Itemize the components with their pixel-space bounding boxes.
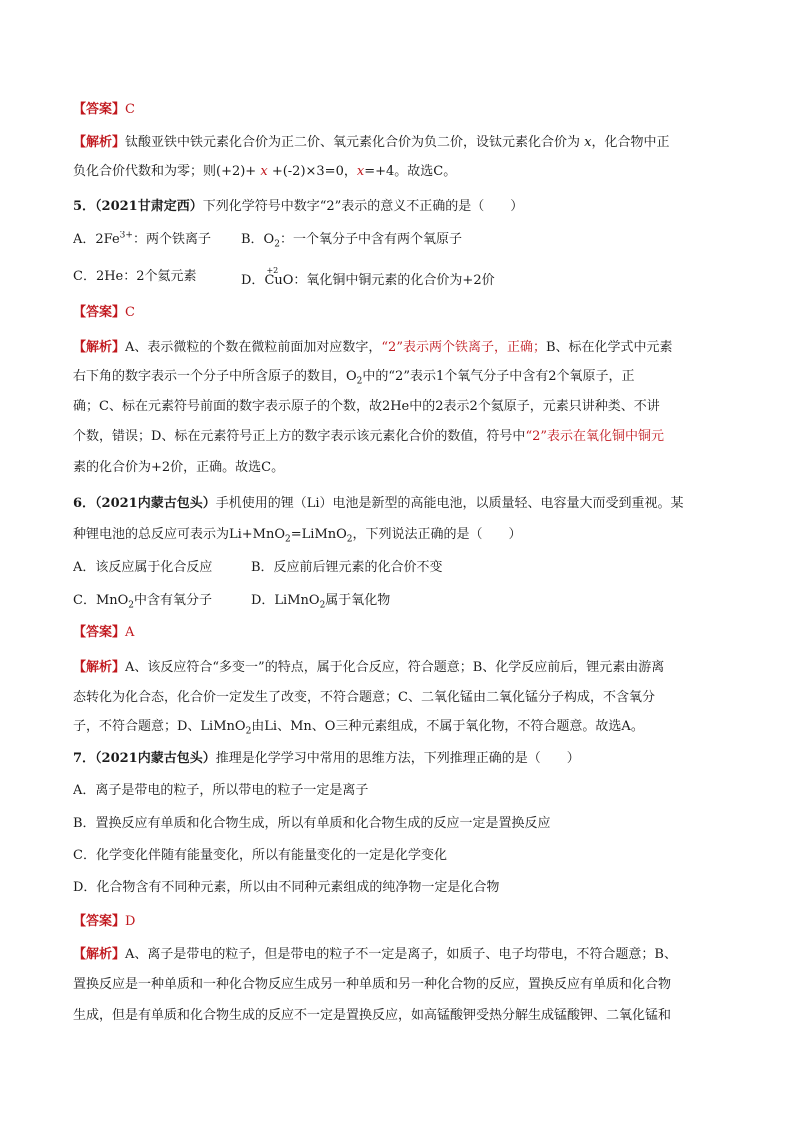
q4-analysis-line-2: 负化合价代数和为零；则(+2)+ x +(-2)×3=0，x=+4。故选C。 [73,164,457,179]
option-c: C．2He：2个氦元素 [73,269,197,284]
q7-option-a: A．离子是带电的粒子，所以带电的粒子一定是离子 [73,783,369,798]
q7-option-c: C．化学变化伴随有能量变化，所以有能量变化的一定是化学变化 [73,848,447,863]
q7-stem: 7．（2021内蒙古包头）推理是化学学习中常用的思维方法，下列推理正确的是（ ） [73,751,580,766]
q7-analysis-line-1: 【解析】A、离子是带电的粒子，但是带电的粒子不一定是离子，如质子、电子均带电，不符合题意；B、 [73,947,677,962]
option-a: A．$2Fe^{3+}$：两个铁离子 [73,231,211,247]
q5-analysis-line-5: 素的化合价为+2价，正确。故选C。 [73,460,285,475]
option-b: B．反应前后锂元素的化合价不变 [251,560,443,575]
q5-stem: 5．（2021甘肃定西）下列化学符号中数字“2”表示的意义不正确的是（ ） [73,199,524,214]
q6-analysis-line-1: 【解析】A、该反应符合“多变一”的特点，属于化合反应，符合题意；B、化学反应前后，锂元素由游离 [73,660,665,675]
q7-answer-line: 【答案】D [73,914,136,929]
q4-analysis-line-1: 【解析】钛酸亚铁中铁元素化合价为正二价、氧元素化合价为负二价，设钛元素化合价为 x，化合物中正 [73,135,670,150]
cuo-formula: +2 CuO [264,266,294,288]
q6-analysis-line-2: 态转化为化合态，化合价一定发生了改变，不符合题意；C、二氧化锰由二氧化锰分子构成，不含氧分 [73,690,655,705]
q5-answer-line: 【答案】C [73,305,135,320]
option-c: C．MnO$_2$中含有氧分子 [73,593,213,610]
q4-answer-line [73,101,723,119]
q6-stem-line-1: 6．（2021内蒙古包头）手机使用的锂（Li）电池是新型的高能电池，以质量轻、电容量大而受到重视。某 [73,496,684,511]
q7-analysis-line-3: 生成，但是有单质和化合物生成的反应不一定是置换反应，如高锰酸钾受热分解生成锰酸钾、二氧化锰和 [73,1008,672,1023]
option-b: B．$O_2$：一个氧分子中含有两个氧原子 [241,232,462,249]
analysis-label: 【解析】 [73,135,126,150]
q6-answer-line: 【答案】A [73,625,135,640]
q6-options-ab [73,559,723,577]
question-number: 5． [73,199,96,214]
q6-analysis-line-3: 子，不符合题意；D、LiMnO$_2$由Li、Mn、O三种元素组成，不属于氧化物，不符合题意。故选A。 [73,719,644,736]
option-a: A．该反应属于化合反应 [73,560,213,575]
q5-options-cd [73,266,723,288]
q5-analysis-line-3: 确；C、标在元素符号前面的数字表示原子的个数，故2He中的2表示2个氦原子，元素只讲种类、不讲 [73,399,660,414]
q6-options-cd [73,592,723,610]
option-d: D． +2 CuO：氧化铜中铜元素的化合价为+2价 [241,266,495,288]
question-source: （2021甘肃定西） [95,199,203,214]
q7-option-d: D．化合物含有不同种元素，所以由不同种元素组成的纯净物一定是化合物 [73,880,500,895]
q7-analysis-line-2: 置换反应是一种单质和一种化合物反应生成另一种单质和另一种化合物的反应，置换反应有单质和化合物 [73,977,672,992]
q5-analysis-line-1: 【解析】A、表示微粒的个数在微粒前面加对应数字，“2”表示两个铁离子，正确；B、标在化学式中元素 [73,340,673,355]
option-d: D．LiMnO$_2$属于氧化物 [251,593,391,610]
q6-stem-line-2: 种锂电池的总反应可表示为Li+MnO$_2$=LiMnO$_2$，下列说法正确的是（ ） [73,527,522,544]
q7-option-b: B．置换反应有单质和化合物生成，所以有单质和化合物生成的反应一定是置换反应 [73,816,551,831]
q5-analysis-line-2: 右下角的数字表示一个分子中所含原子的数目，$O_2$中的“2”表示1个氧气分子中含有2个氧原子，正 [73,369,635,386]
answer-label: 【答案】 [73,102,126,117]
q5-analysis-line-4: 个数，错误；D、标在元素符号正上方的数字表示该元素化合价的数值，符号中“2”表示在氧化铜中铜元 [73,429,665,444]
answer-value: C [125,102,135,117]
q5-options-ab [73,231,723,249]
